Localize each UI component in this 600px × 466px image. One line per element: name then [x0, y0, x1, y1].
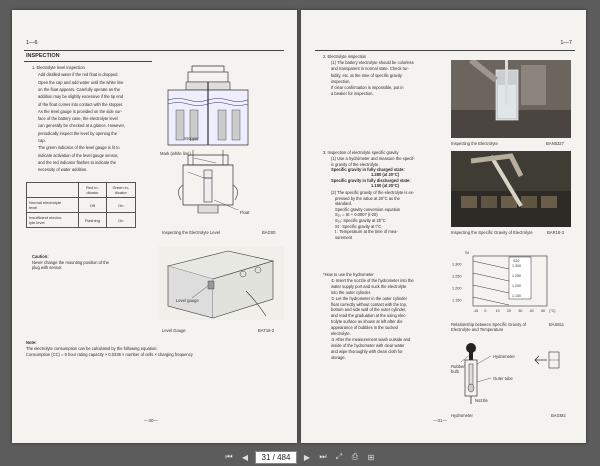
y-tick-label: 1.300 [452, 262, 462, 267]
text-line: can generally be checked at a glance. However, [38, 123, 125, 129]
table-header [27, 183, 79, 198]
text-line: The green indicator of the level gauge is lit to [38, 145, 120, 151]
hydrometer-figure [451, 342, 573, 404]
text-line: Open the cap and add water until the white line [38, 79, 124, 85]
text-line: bottom and side wall of the outer cylinder, [331, 307, 407, 313]
text-line: Specific gravity conversion equation [335, 206, 401, 212]
prev-page-icon[interactable]: ◀ [241, 452, 249, 462]
text-line: trolyte surface as shown at left after dis- [331, 319, 404, 325]
text-line: St : Specific gravity at t°C [335, 223, 382, 229]
x-tick-label: 10 [495, 309, 500, 313]
gravity-chart-svg [451, 246, 573, 318]
table-cell: Insufficient electro- lyte level [27, 213, 79, 228]
figure-code: BAN5327 [546, 141, 564, 146]
figure-caption: Inspecting the Specific Gravity of Electrolyte [451, 230, 533, 235]
text-line: ③ After the measurement wash outside and [331, 336, 411, 342]
text-line: face of the battery case, the electrolyte level [38, 116, 118, 122]
text-line: bidity, etc. at the time of specific gravity [331, 72, 402, 78]
x-tick-label: 20 [507, 309, 511, 313]
s20-label: S20 [513, 259, 520, 263]
mark-label: Mark (white line) [160, 151, 191, 156]
header-rule [315, 50, 575, 51]
text-line: periodically inspect the level by opening the [38, 130, 117, 136]
text-line: and transparent in normal state. Check tur- [331, 66, 409, 72]
specific-gravity-photo [451, 151, 571, 227]
y-tick-label: 1.150 [452, 298, 462, 303]
gravity-line [473, 297, 509, 305]
text-line: 2. Electrolyte inspection [323, 54, 367, 59]
inspecting-electrolyte-photo [451, 60, 571, 138]
box-value-label: 1.250 [512, 274, 521, 278]
text-line: t : Temperature at the time of mea- [335, 229, 398, 235]
gravity-line [473, 261, 509, 269]
hydrometer-drawing [451, 342, 573, 404]
box-value-label: 1.200 [512, 284, 521, 288]
electrolyte-level-figure [158, 60, 284, 228]
table-cell: Normal electrolyte level [27, 198, 79, 213]
y-tick-label: 1.250 [452, 274, 462, 279]
page-number: 1—6 [26, 40, 38, 46]
table-header: Red in- dicator [79, 183, 106, 198]
section-heading: INSPECTION [26, 53, 60, 59]
text-line: *How to use the hydrometer [323, 272, 374, 277]
text-line: S₂₀: Specific gravity at 20°C [335, 218, 386, 223]
text-line: 3. Inspection of electrolyte specific gravity [323, 150, 399, 155]
text-line: If clear confirmation is impossible, put in [331, 85, 404, 90]
gravity-temperature-chart [451, 246, 573, 318]
level-gauge-figure [158, 246, 284, 320]
text-line: standard. [335, 201, 353, 207]
header-rule [24, 50, 284, 51]
text-line: (1) The battery electrolyte should be colorless [331, 60, 414, 66]
figure-code: BAG00 [262, 230, 276, 235]
figure-caption: Inspecting the Electrolyte Level [162, 230, 220, 235]
figure-code: BAT18-2 [258, 328, 275, 333]
fit-page-icon[interactable]: ⤢ [335, 452, 343, 461]
y-tick-label: 1.200 [452, 286, 462, 291]
text-line: Add distilled water if the red float is dropped. [38, 72, 119, 78]
gravity-line [473, 273, 509, 281]
last-page-icon[interactable]: ⏭ [319, 452, 327, 461]
page-number-input[interactable] [255, 451, 297, 464]
note-line-1: The electrolyte consumption can be calculated by the following equation: [26, 346, 158, 351]
chart-caption: Relationship between Specific Gravity of Electrolyte and Temperature [451, 322, 526, 332]
text-line: of the float comes into contact with the stopper. [38, 101, 124, 107]
text-line: pressed by the value at 20°C as the [335, 195, 400, 201]
text-line: (1) Use a hydrometer and measure the specif- [331, 155, 415, 161]
discharged-value: 1.150 (at 20°C) [371, 183, 400, 188]
note-line-2: Consumption (CC) = 5 hour rating capacity × 0.0336 × number of cells × charging frequency [26, 352, 193, 357]
x-tick-label: 30 [518, 309, 523, 313]
x-tick-label: -15 [473, 309, 479, 313]
first-page-icon[interactable]: ⏮ [225, 452, 233, 461]
gravity-line [473, 285, 509, 293]
figure-code: BAR18-3 [547, 230, 564, 235]
text-line: ic gravity of the electrolyte. [331, 161, 380, 167]
box-value-label: 1.150 [512, 294, 521, 298]
text-line: appearance of bubbles in the sucked [331, 325, 398, 331]
table-cell: On [106, 213, 135, 228]
text-line: cap. [38, 138, 46, 143]
table-cell: Off [79, 198, 106, 213]
x-tick-label: 40 [529, 309, 534, 313]
viewer-toolbar [0, 448, 600, 466]
text-line: electrolyte. [331, 331, 351, 336]
text-line: necessity of water addition. [38, 167, 88, 173]
figure-caption: Inspecting the Electrolyte [451, 141, 498, 146]
st-axis-label: St [465, 250, 469, 255]
text-line: and wipe thoroughly with clean cloth for [331, 348, 403, 354]
text-line: S₂₀ = St + 0.0007 (t-20) [335, 212, 378, 218]
figure-code: BAGM2 [551, 413, 566, 418]
note-title: Note: [26, 340, 37, 345]
x-tick-label: 0 [484, 309, 487, 313]
text-line: storage. [331, 354, 346, 360]
page-number: 1—7 [560, 40, 572, 46]
charged-label: Specific gravity in fully charged state: [331, 167, 405, 172]
discharged-label: Specific gravity in fully discharged state: [331, 178, 411, 183]
text-line: (2) The specific gravity of the electrolyte is ex- [331, 190, 415, 195]
table-cell: Flashing [79, 213, 106, 228]
stopper-label: Stopper [184, 136, 199, 141]
nozzle-label: Nozzle [475, 398, 488, 403]
text-line: inspection. [331, 78, 351, 84]
page-footer: —31— [433, 418, 448, 423]
text-line: on the float appears. Carefully operate as the [38, 86, 120, 92]
table-row [27, 198, 136, 213]
x-tick-label: 50 [541, 309, 545, 313]
outer-tube-label: Outer tube [493, 376, 513, 381]
text-line: water supply port and suck the electrolyte [331, 283, 407, 289]
charged-value: 1.280 (at 20°C) [371, 172, 400, 177]
hydrometer-photo-drawing [451, 151, 571, 227]
text-line: indicate activation of the level gauge sensor, [38, 152, 119, 158]
figure-caption: Hydrometer [451, 413, 473, 418]
table-header: Green in- dicator [106, 183, 135, 198]
table-cell: On [106, 198, 135, 213]
heading-rule [24, 61, 152, 62]
hydrometer-label: Hydrometer [493, 354, 515, 359]
chart-code: BAS811 [549, 322, 565, 327]
caution-line-1: Never change the mounting position of the [32, 260, 109, 265]
text-line: 1. Electrolyte level inspection [32, 65, 85, 70]
beaker-photo-drawing [451, 60, 571, 138]
caution-title: Caution: [32, 254, 49, 259]
text-line: a beaker for inspection. [331, 91, 374, 97]
battery-cross-section-drawing [158, 60, 284, 228]
thumbnails-icon[interactable]: ⊞ [367, 452, 375, 462]
box-value-label: 1.300 [512, 264, 521, 268]
text-line: surement [335, 234, 353, 240]
table-row [27, 213, 136, 228]
text-line: and read the graduation at the using elec- [331, 313, 407, 319]
next-page-icon[interactable]: ▶ [303, 452, 311, 462]
level-gauge-drawing [158, 246, 284, 320]
text-line: As the level gauge is provided on the side sur- [38, 108, 122, 114]
text-line: and the red indicator flashes to indicate the [38, 159, 117, 165]
text-line: ① Insert the nozzle of the hydrometer into the [331, 277, 414, 283]
right-page [301, 10, 586, 443]
x-unit-label: (°C) [549, 309, 556, 313]
text-line: ② Let the hydrometer in the outer cylinder [331, 295, 408, 301]
print-icon[interactable]: ⎙ [351, 452, 359, 461]
figure-caption: Level Gauge [162, 328, 186, 333]
float-label: Float [240, 210, 250, 215]
left-page [12, 10, 297, 443]
level-gauge-label: Level gauge [176, 298, 199, 303]
text-line: addition may be slightly excessive if the tip end [38, 94, 124, 100]
text-line: into the outer cylinder. [331, 289, 372, 295]
indicator-table [26, 182, 136, 228]
text-line: inside of the hydrometer with clear water [331, 342, 405, 348]
text-line: float correctly without contact with the top, [331, 301, 407, 307]
page-footer: —30— [144, 418, 159, 423]
caution-line-2: plug with sensor. [32, 265, 63, 270]
rubber-bulb-label: Rubber bulb [451, 364, 465, 374]
